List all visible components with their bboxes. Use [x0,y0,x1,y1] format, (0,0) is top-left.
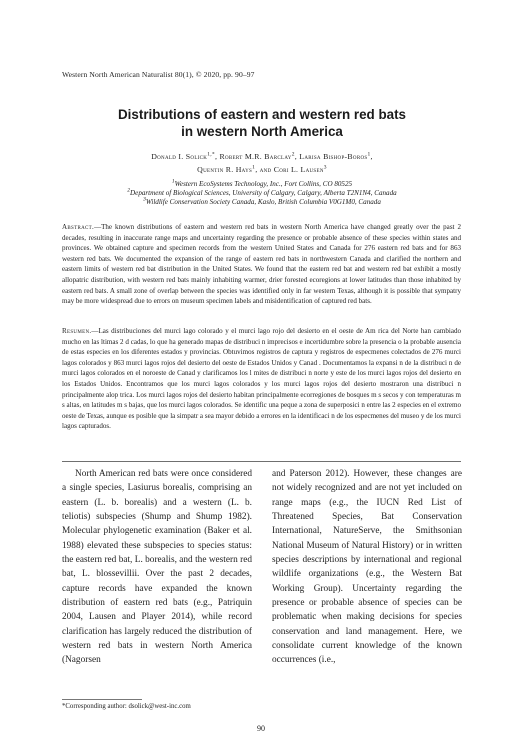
abstract-dash: — [94,223,102,231]
resumen [62,326,461,432]
affiliation-marker: 2 [127,187,131,194]
author-separator: , [294,152,300,161]
affiliation-text: Western EcoSystems Technology, Inc., Fort Collins, CO 80525 [174,180,353,188]
affiliation-marker: 1 [171,178,175,185]
author-name: Robert M.R. Barclay [219,152,292,161]
author-separator: , [370,152,373,161]
author-line-2 [62,163,462,176]
affiliation [62,189,462,198]
article-title-line-2: in western North America [181,124,343,139]
resumen-label: Resumen. [62,327,92,335]
author-affiliation-marker: 1,* [207,151,215,158]
affiliation-list [62,180,462,207]
author-name: Larisa Bishop-Boros [299,152,368,161]
abstract-label: Abstract. [62,223,95,231]
abstract-text: The known distributions of eastern and western red bats in western North America have changed greatly over the past 2 decades, resulting in inaccurate range maps and uncertainty regarding the presence or probable absence of these species within states and provinces. We obtained capture and specimen records from the western United States and Canada for 276 eastern red bats and for 863 western red bats. We documented the expansion of the range of eastern red bats in northwestern Canada and clarified the northern and eastern limits of western red bat distribution in the United States. We found that the eastern red bat and western red bat exhibit a mostly allopatric distribution, with western red bats mainly inhabiting warmer, drier forested ecoregions at lower latitudes than those inhabited by eastern red bats. A small zone of overlap between the species was identified only in far western Texas, although it is possible that sympatry may be more widespread due to errors on museum specimen labels and misidentification of captured red bats. [62,223,461,306]
body-column-left [62,467,252,668]
author-separator: , [214,152,220,161]
author-affiliation-marker: 2 [291,151,295,158]
affiliation [62,198,462,207]
author-affiliation-marker: 3 [323,164,327,171]
body-paragraph: North American red bats were once considered a single species, Lasiurus borealis, comprising an eastern (L. b. borealis) and a western (L. b. teliotis) subspecies (Shump and Shump 1982). Molecular phylogenetic examination (Baker et al. 1988) elevated these subspecies to species status: the eastern red bat, L. borealis, and the western red bat, L. blossevillii. Over the past 2 decades, capture records have expanded the known distribution of eastern red bats (e.g., Patriquin 2004, Lausen and Player 2014), while record clarification has largely reduced the distribution of western red bats in western North America (Nagorsen [62,469,252,666]
affiliation-marker: 3 [143,196,146,203]
body-paragraph: and Paterson 2012). However, these changes are not widely recognized and are not yet included on range maps (e.g., the IUCN Red List of Threatened Species, Bat Conservation International, NatureServe, the Smithsonian National Museum of Natural History) or in written species descriptions by international and regional wildlife organizations (e.g., the Western Bat Working Group). Uncertainty regarding the presence or probable absence of species can be problematic when making decisions for species conservation and land management. Here, we consolidate current knowledge of the known occurrences (i.e., [272,469,462,666]
corresponding-author-footnote: *Corresponding author: dsolick@west-inc.com [62,703,191,710]
article-title [62,106,462,140]
author-affiliation-marker: 1 [252,164,256,171]
affiliation-text: Department of Biological Sciences, University of Calgary, Calgary, Alberta T2N1N4, Canada [130,189,397,197]
author-list [62,150,462,176]
article-title-line-1: Distributions of eastern and western red bats [118,107,406,122]
affiliation-text: Wildlife Conservation Society Canada, Kaslo, British Columbia V0G1M0, Canada [145,198,381,206]
resumen-dash: — [91,327,99,335]
author-name: Cori L. Lausen [273,165,324,174]
body-column-right [272,467,462,668]
author-affiliation-marker: 1 [367,151,371,158]
author-separator: , and [255,165,274,174]
affiliation [62,180,462,189]
author-name: Quentin R. Hays [197,165,253,174]
section-divider [62,461,461,462]
resumen-text: Las distribuciones del murci lago colorado y el murci lago rojo del desierto en el oeste de Am rica del Norte han cambiado mucho en las ltimas 2 d cadas, lo que ha generado mapas de distribuci n imprecisos e incertidumbre sobre la presencia o la probable ausencia de estas especies en los diferentes estados y provincias. Obtuvimos registros de captura y registros de especmenes colectados de 276 murci lagos colorados y 863 murci lagos rojos del desierto del oeste de Estados Unidos y Canad . Documentamos la expansi n de la distribuci n de murci lagos colorados en el noroeste de Canad y clarificamos los l mites de distribuci n norte y este de los murci lagos rojos del desierto en los Estados Unidos. Encontramos que los murci lagos colorados y los murci lagos rojos del desierto mostraron una distribuci n principalmente alop trica. Los murci lagos rojos del desierto habitan principalmente ecorregiones de bosques m s secos y con temperaturas m s altas, en latitudes m s bajas, que los murci lagos colorados. Se identific una peque a zona de superposici n entre las 2 especies en el extremo oeste de Texas, aunque es posible que la simpatr a sea mayor debido a errores en la identificaci n de los especmenes del museo y de los murci lagos capturados. [62,327,461,431]
author-name: Donald I. Solick [151,152,208,161]
author-line-1 [62,150,462,163]
page-number: 90 [257,724,265,733]
footnote-divider [62,699,142,700]
running-head: Western North American Naturalist 80(1), © 2020, pp. 90–97 [62,70,255,79]
abstract [62,222,461,307]
